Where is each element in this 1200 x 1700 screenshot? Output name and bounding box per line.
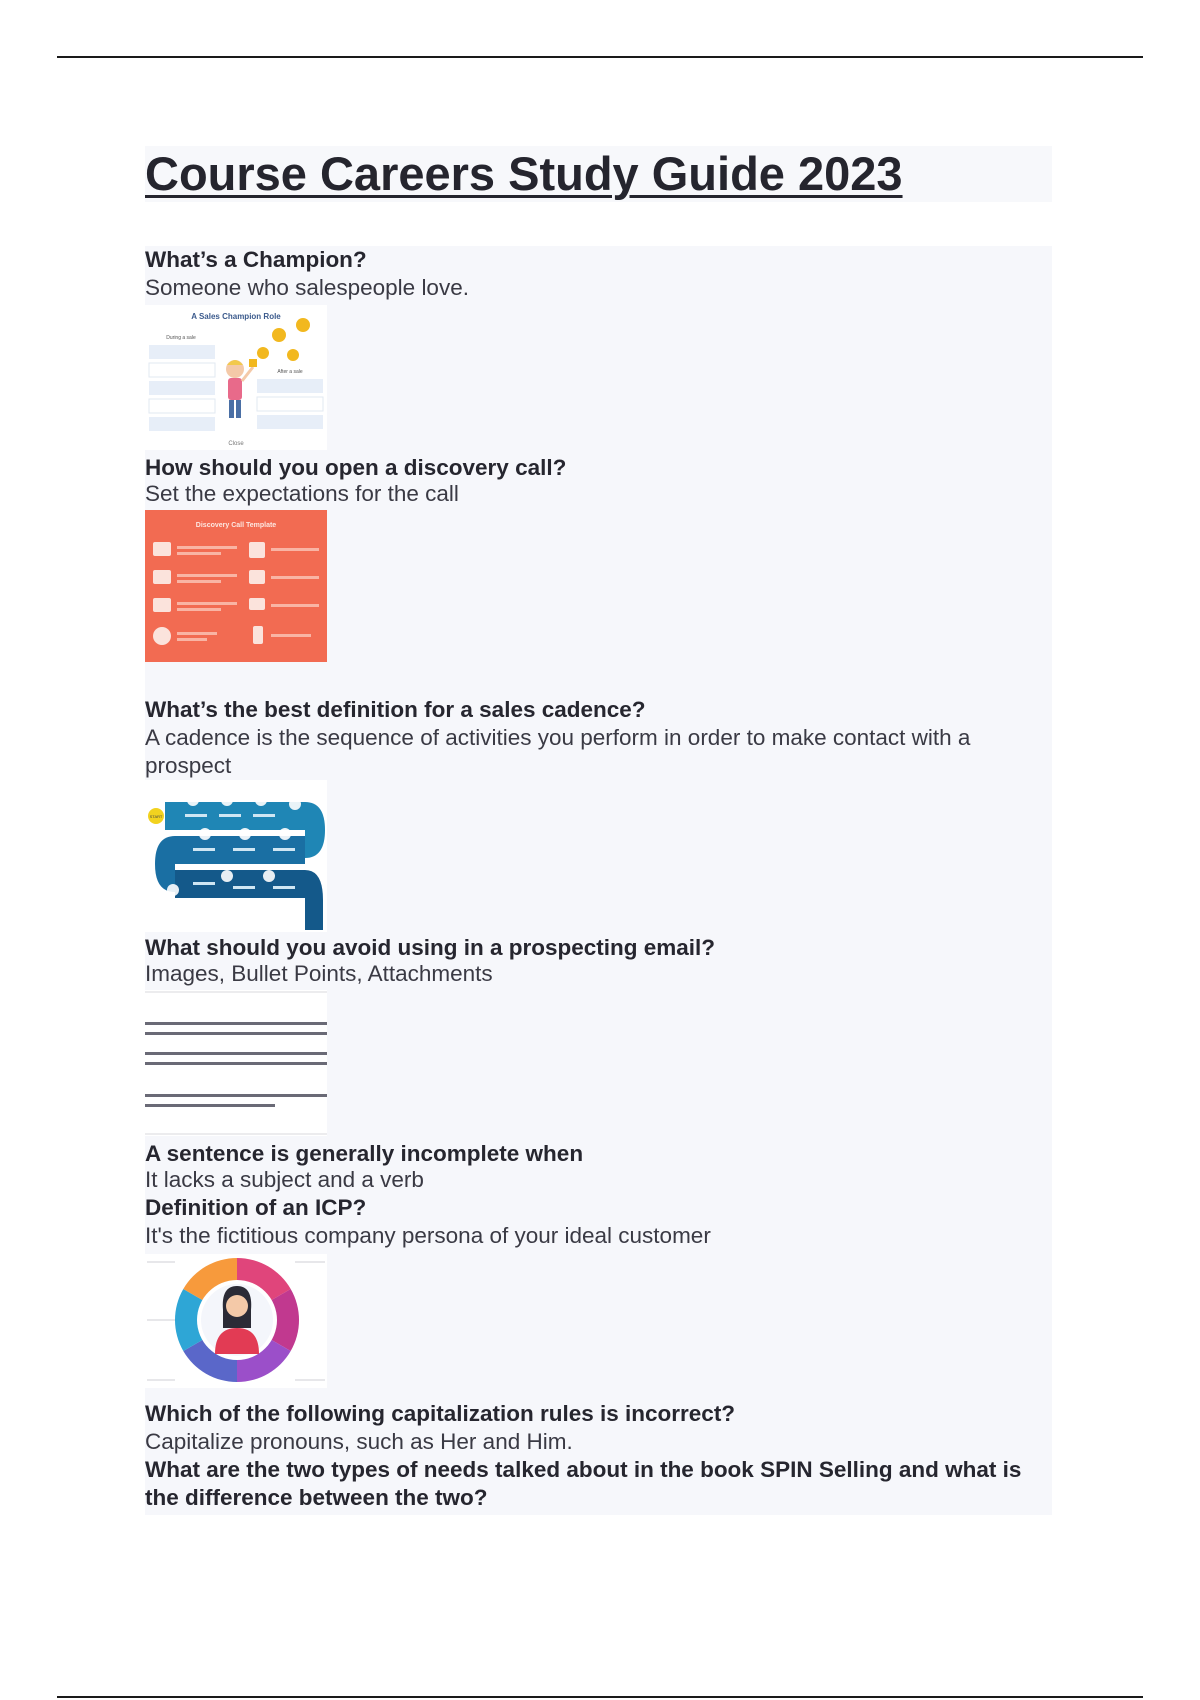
icp-wheel	[175, 1258, 299, 1382]
champion-footer: Close	[228, 441, 244, 447]
question-discovery-call: How should you open a discovery call?	[145, 455, 567, 480]
answer-incomplete-sentence: It lacks a subject and a verb	[145, 1167, 424, 1192]
question-sales-cadence: What’s the best definition for a sales cadence?	[145, 697, 646, 722]
answer-champion: Someone who salespeople love.	[145, 275, 469, 300]
question-capitalization: Which of the following capitalization rules is incorrect?	[145, 1401, 736, 1426]
answer-discovery-call: Set the expectations for the call	[145, 481, 459, 506]
question-icp: Definition of an ICP?	[145, 1195, 367, 1220]
icp-image	[145, 1254, 327, 1388]
email-image	[145, 990, 327, 1136]
champion-left-heading: During a sale	[166, 335, 196, 341]
discovery-image-title: Discovery Call Template	[195, 522, 277, 529]
question-prospecting-email: What should you avoid using in a prospecting email?	[145, 935, 716, 960]
discovery-call-image	[145, 510, 327, 662]
champion-image-title: A Sales Champion Role	[191, 312, 281, 321]
answer-icp: It's the fictitious company persona of your ideal customer	[145, 1223, 711, 1248]
bottom-rule	[57, 1696, 1143, 1698]
question-spin-selling: What are the two types of needs talked about in the book SPIN Selling and what is the difference between the two?	[145, 1457, 1022, 1510]
top-rule	[57, 56, 1143, 58]
question-champion: What’s a Champion?	[145, 247, 367, 272]
champion-right-heading: After a sale	[277, 369, 303, 375]
cadence-image	[145, 780, 327, 932]
champion-image	[145, 305, 327, 450]
answer-prospecting-email: Images, Bullet Points, Attachments	[145, 961, 493, 986]
question-incomplete-sentence: A sentence is generally incomplete when	[145, 1141, 584, 1166]
cadence-start-label: START	[149, 814, 163, 819]
answer-sales-cadence: A cadence is the sequence of activities you perform in order to make contact with a prospect	[145, 725, 971, 778]
answer-capitalization: Capitalize pronouns, such as Her and Him.	[145, 1429, 573, 1454]
page-title: Course Careers Study Guide 2023	[145, 147, 903, 200]
